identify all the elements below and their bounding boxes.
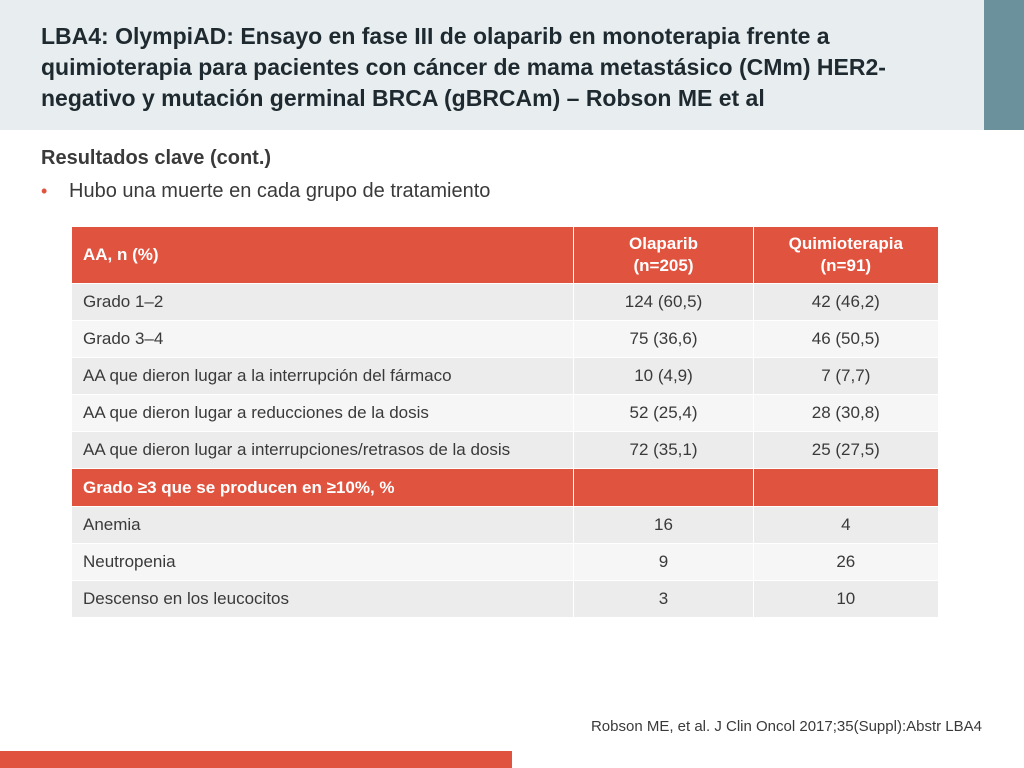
section-header-label: Grado ≥3 que se producen en ≥10%, % [72,469,574,507]
header-olaparib-n: (n=205) [633,256,694,275]
table-row [72,544,939,581]
row-quimioterapia: 42 (46,2) [753,284,938,321]
row-olaparib: 75 (36,6) [574,321,753,358]
row-quimioterapia: 28 (30,8) [753,395,938,432]
header-quimioterapia-n: (n=91) [820,256,872,275]
table-row [72,432,939,469]
row-quimioterapia: 46 (50,5) [753,321,938,358]
header-olaparib-name: Olaparib [629,234,698,253]
row-label: Neutropenia [72,544,574,581]
row-label: AA que dieron lugar a interrupciones/retrasos de la dosis [72,432,574,469]
header-quimioterapia-name: Quimioterapia [788,234,903,253]
row-olaparib: 52 (25,4) [574,395,753,432]
table-row [72,395,939,432]
table-row [72,284,939,321]
header-quimioterapia [753,227,938,284]
table-header-row [72,227,939,284]
row-label: Anemia [72,507,574,544]
row-label: Grado 1–2 [72,284,574,321]
footer-accent-bar [0,751,512,768]
bullet-text: Hubo una muerte en cada grupo de tratamiento [69,180,491,202]
section-subtitle: Resultados clave (cont.) [41,147,272,169]
row-olaparib: 124 (60,5) [574,284,753,321]
table-row [72,507,939,544]
row-quimioterapia: 4 [753,507,938,544]
row-label: AA que dieron lugar a reducciones de la dosis [72,395,574,432]
row-quimioterapia: 10 [753,581,938,618]
row-olaparib: 9 [574,544,753,581]
slide-title: LBA4: OlympiAD: Ensayo en fase III de olaparib en monoterapia frente a quimioterapia para pacientes con cáncer de mama metastásico (CMm) HER2-negativo y mutación germinal BRCA (gBRCAm) – Robson ME et al [41,23,886,111]
section-header-empty [574,469,753,507]
row-olaparib: 3 [574,581,753,618]
row-olaparib: 10 (4,9) [574,358,753,395]
row-quimioterapia: 7 (7,7) [753,358,938,395]
citation: Robson ME, et al. J Clin Oncol 2017;35(Suppl):Abstr LBA4 [590,718,982,735]
row-olaparib: 72 (35,1) [574,432,753,469]
header-olaparib [574,227,753,284]
table-row [72,321,939,358]
bullet-icon: • [41,181,48,201]
row-label: AA que dieron lugar a la interrupción del fármaco [72,358,574,395]
title-banner-accent [984,0,1024,130]
row-label: Descenso en los leucocitos [72,581,574,618]
row-quimioterapia: 25 (27,5) [753,432,938,469]
table-row [72,581,939,618]
bullet-item [41,180,490,203]
section-header-empty [753,469,938,507]
row-label: Grado 3–4 [72,321,574,358]
adverse-events-table [71,226,939,618]
table-section-header-row [72,469,939,507]
table-row [72,358,939,395]
header-adverse-events: AA, n (%) [72,227,574,284]
row-quimioterapia: 26 [753,544,938,581]
row-olaparib: 16 [574,507,753,544]
